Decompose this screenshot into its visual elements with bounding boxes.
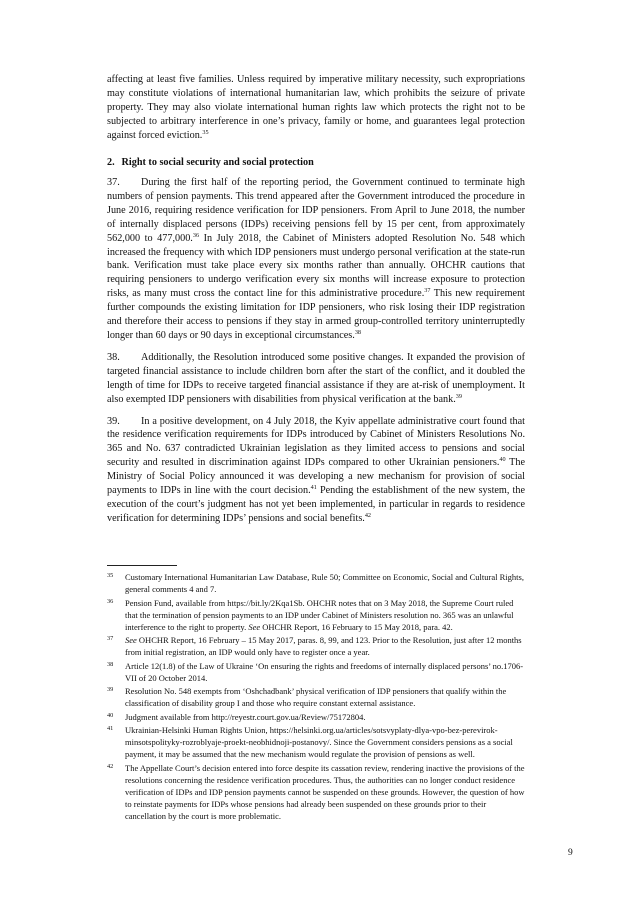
- footnote-separator: [107, 565, 177, 566]
- footnote-40: [107, 711, 525, 723]
- section-title: Right to social security and social protection: [121, 157, 314, 168]
- footnote-text: Resolution No. 548 exempts from ‘Oshchadbank’ physical verification of IDP pensioners that qualify within the classification of disability group I and those who require constant external assistance.: [125, 686, 507, 708]
- footnote-text-part: Pension Fund, available from https://bit.ly/2Kqa1Sb. OHCHR notes that on 3 May 2018, the Supreme Court ruled that the termination of pension payments to an IDP under Cabinet of Ministers resolution no. 365 was an unlawful interference to the right to property.: [125, 597, 514, 632]
- footnote-number: 39: [107, 686, 114, 693]
- footnote-number: 35: [107, 572, 114, 579]
- footnote-text-part: OHCHR Report, 16 February – 15 May 2017, paras. 8, 99, and 123. Prior to the Resolution, just after 12 months from initial registration, an IDP would only have to register once a year.: [125, 635, 522, 657]
- paragraph-text: This new requirement further compounds the existing limitation for IDP pensioners, who risk losing their IDP registration and therefore their access to pensions if they stay in armed group-controlled territory uninterruptedly longer than 60 days or 90 days in exceptional circumstances.: [107, 288, 525, 341]
- footnote-number: 42: [107, 762, 114, 770]
- intro-text: affecting at least five families. Unless required by imperative military necessity, such expropriations may constitute violations of international humanitarian law, which prohibits the seizure of private property. They may also violate international human rights law which protects the right not to be subjected to arbitrary interference in one’s privacy, family or home, and guarantees legal protection against forced eviction.: [107, 74, 525, 141]
- footnote-41: [107, 724, 525, 760]
- intro-paragraph: [107, 73, 525, 143]
- footnote-text: The Appellate Court’s decision entered into force despite its cassation review, rendering inactive the provisions of the resolutions concerning the residence verification procedures. Thus, the authorities can no longer conduct residence verification of IDPs and IDP pension payments cannot be suspended on these grounds. However, the question of how to reinstate payments for IDPs whose pensions had already been suspended on these grounds prior to their cancellation by the court is more problematic.: [125, 762, 525, 821]
- footnote-37: [107, 634, 525, 658]
- page-number: 9: [568, 848, 573, 858]
- footnote-number: 38: [107, 660, 114, 668]
- footnote-42: [107, 762, 525, 822]
- paragraph-38: [107, 351, 525, 407]
- footnotes: [107, 571, 525, 823]
- numbered-paragraphs: [107, 176, 525, 526]
- footnote-number: 41: [107, 725, 114, 732]
- footnote-ref[interactable]: 42: [364, 511, 372, 519]
- footnote-text-part: OHCHR Report, 16 February to 15 May 2018, para. 42.: [260, 621, 453, 632]
- footnote-text: [125, 597, 525, 633]
- footnote-see: See: [248, 621, 261, 632]
- paragraph-text: Additionally, the Resolution introduced some positive changes. It expanded the provision of targeted financial assistance to include children born after the start of the conflict, and it doubled the length of time for IDPs to receive targeted financial assistance if they are at-risk of unemployment. It also exempted IDP pensioners with disabilities from physical verification at the bank.: [107, 351, 525, 405]
- footnote-text: Judgment available from http://reyestr.court.gov.ua/Review/75172804.: [125, 711, 366, 722]
- footnote-number: 37: [107, 635, 114, 642]
- footnote-text: Customary International Humanitarian Law Database, Rule 50; Committee on Economic, Social and Cultural Rights, general comments 4 and 7.: [125, 572, 524, 594]
- paragraph-text: The Ministry of Social Policy announced it was developing a new mechanism for provision of social payments to IDPs in line with the court decision.: [107, 457, 526, 497]
- footnote-number: 40: [107, 711, 114, 719]
- footnote-36: [107, 597, 525, 633]
- footnote-ref[interactable]: 40: [499, 456, 506, 464]
- paragraph-37: [107, 176, 525, 343]
- footnote-see: See: [125, 635, 137, 645]
- footnote-39: [107, 685, 525, 709]
- footnote-number: 36: [107, 597, 114, 605]
- paragraph-text: During the first half of the reporting period, the Government continued to terminate high numbers of pension payments. This trend appeared after the Government introduced the procedure in June 2016, requiring residence verification for IDP pensioners. From April to June 2018, the number of internally displaced persons (IDPs) receiving pensions fell by 15 per cent, from approximately 562,000 to 477,000.: [107, 177, 525, 244]
- footnote-ref[interactable]: 39: [455, 392, 462, 400]
- paragraph-text: In July 2018, the Cabinet of Ministers adopted Resolution No. 548 which increased the frequency with which IDP pensioners must undergo personal verification at the state-run bank. Verification must take place every six months rather than annually. OHCHR cautions that requiring pensioners to undergo verification every six months will increase exposure to protection risks, as many must cross the contact line for this administrative procedure.: [107, 232, 525, 300]
- footnote-text: Ukrainian-Helsinki Human Rights Union, https://helsinki.org.ua/articles/sotsvyplaty-dlya-vpo-bez-perevirok-minsotspolityky-rozroblyaje-proekt-neobhidnoji-postanovy/. Since the Government considers pensions as a social payment, it may be assumed that the new mechanism would regulate the provision of pensions as well.: [125, 725, 513, 759]
- footnote-ref[interactable]: 41: [310, 484, 317, 492]
- paragraph-39: [107, 415, 525, 526]
- footnote-ref[interactable]: 38: [354, 328, 362, 336]
- footnote-text: [125, 634, 525, 658]
- section-number: 2.: [107, 157, 115, 168]
- paragraph-text: In a positive development, on 4 July 2018, the Kyiv appellate administrative court found that the residence verification requirements for IDPs introduced by Cabinet of Ministers Resolutions No. 365 and No. 637 contradicted Ukrainian legislation as they limited access to pensions and social security and resulted in discrimination against IDPs compared to other Ukrainian pensioners.: [107, 415, 525, 469]
- section-heading: [107, 156, 314, 170]
- footnote-35: [107, 571, 525, 595]
- footnote-38: [107, 660, 525, 684]
- footnote-ref[interactable]: 36: [192, 231, 200, 239]
- footnote-ref[interactable]: 37: [424, 287, 431, 295]
- paragraph-number: 38.: [107, 351, 120, 363]
- footnote-text: Article 12(1.8) of the Law of Ukraine ‘On ensuring the rights and freedoms of internally displaced persons’ no.1706-VII of 20 October 2014.: [125, 660, 524, 683]
- paragraph-number: 39.: [107, 415, 120, 427]
- paragraph-text: Pending the establishment of the new system, the execution of the court’s judgment has not yet been implemented, in particular in regards to residence verification for determining IDPs’ pensions and social benefits.: [107, 485, 525, 524]
- footnote-ref[interactable]: 35: [202, 128, 209, 136]
- paragraph-number: 37.: [107, 177, 120, 188]
